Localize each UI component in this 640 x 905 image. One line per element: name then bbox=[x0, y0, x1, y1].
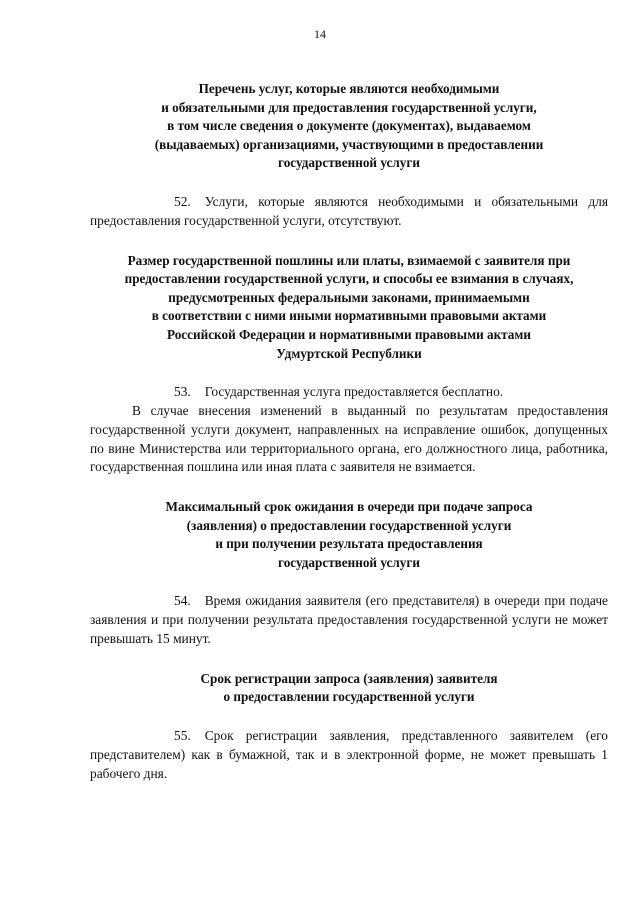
heading-line: в соответствии с ними иными нормативными правовыми актами bbox=[151, 308, 547, 324]
heading-line: (заявления) о предоставлении государственной услуги bbox=[186, 517, 512, 533]
section-heading bbox=[90, 252, 608, 364]
page-number: 14 bbox=[314, 27, 326, 41]
heading-line: Российской Федерации и нормативными правовыми актами bbox=[166, 326, 531, 342]
paragraph-text: В случае внесения изменений в выданный по результатам предоставления государственной услуги документ, направленных на исправление ошибок, допущенных по вине Министерства или территориального органа, его должностного лица, работника, государственная пошлина или иная плата с заявителя не взимается. bbox=[90, 402, 608, 475]
heading-line: и при получении результата предоставления bbox=[215, 536, 483, 552]
paragraph-55 bbox=[90, 727, 608, 783]
paragraph-54 bbox=[90, 592, 608, 648]
heading-line: Максимальный срок ожидания в очереди при подаче запроса bbox=[165, 499, 533, 515]
paragraph-53 bbox=[90, 383, 608, 402]
heading-line: в том числе сведения о документе (документах), выдаваемом bbox=[167, 118, 531, 134]
heading-line: (выдаваемых) организациями, участвующими в предоставлении bbox=[154, 136, 544, 152]
section-queue-waiting-time bbox=[90, 498, 608, 649]
heading-line: государственной услуги bbox=[278, 155, 420, 171]
heading-line: Перечень услуг, которые являются необходимыми bbox=[198, 81, 500, 96]
section-heading bbox=[90, 670, 608, 707]
heading-line: Удмуртской Республики bbox=[276, 345, 422, 361]
paragraph-text: Государственная услуга предоставляется бесплатно. bbox=[204, 384, 504, 400]
paragraph-52 bbox=[90, 193, 608, 231]
heading-line: о предоставлении государственной услуги bbox=[223, 689, 475, 705]
paragraph-text: Услуги, которые являются необходимыми и обязательными для предоставления государственной услуги, отсутствуют. bbox=[90, 193, 608, 228]
paragraph-number: 54. bbox=[174, 593, 191, 609]
paragraph-number: 52. bbox=[174, 193, 191, 209]
section-heading bbox=[90, 80, 608, 173]
paragraph-number: 55. bbox=[174, 728, 191, 744]
section-state-fee bbox=[90, 252, 608, 478]
heading-line: предоставлении государственной услуги, и способы ее взимания в случаях, bbox=[124, 271, 574, 287]
heading-line: Размер государственной пошлины или платы, взимаемой с заявителя при bbox=[127, 252, 571, 268]
heading-line: предусмотренных федеральными законами, принимаемыми bbox=[168, 289, 530, 305]
heading-line: и обязательными для предоставления государственной услуги, bbox=[161, 99, 537, 115]
paragraph-text: Время ожидания заявителя (его представителя) в очереди при подаче заявления и при получении результата предоставления государственной услуги не может превышать 15 минут. bbox=[90, 593, 608, 647]
paragraph-text: Срок регистрации заявления, представленного заявителем (его представителем) как в бумажной, так и в электронной форме, не может превышать 1 рабочего дня. bbox=[90, 728, 608, 781]
paragraph-number: 53. bbox=[174, 384, 191, 400]
heading-line: Срок регистрации запроса (заявления) заявителя bbox=[200, 670, 498, 686]
section-registration-period bbox=[90, 670, 608, 784]
section-necessary-services bbox=[90, 80, 608, 231]
document-body bbox=[90, 80, 608, 783]
paragraph-53-continuation bbox=[90, 402, 608, 477]
section-heading bbox=[90, 498, 608, 572]
heading-line: государственной услуги bbox=[278, 554, 420, 570]
